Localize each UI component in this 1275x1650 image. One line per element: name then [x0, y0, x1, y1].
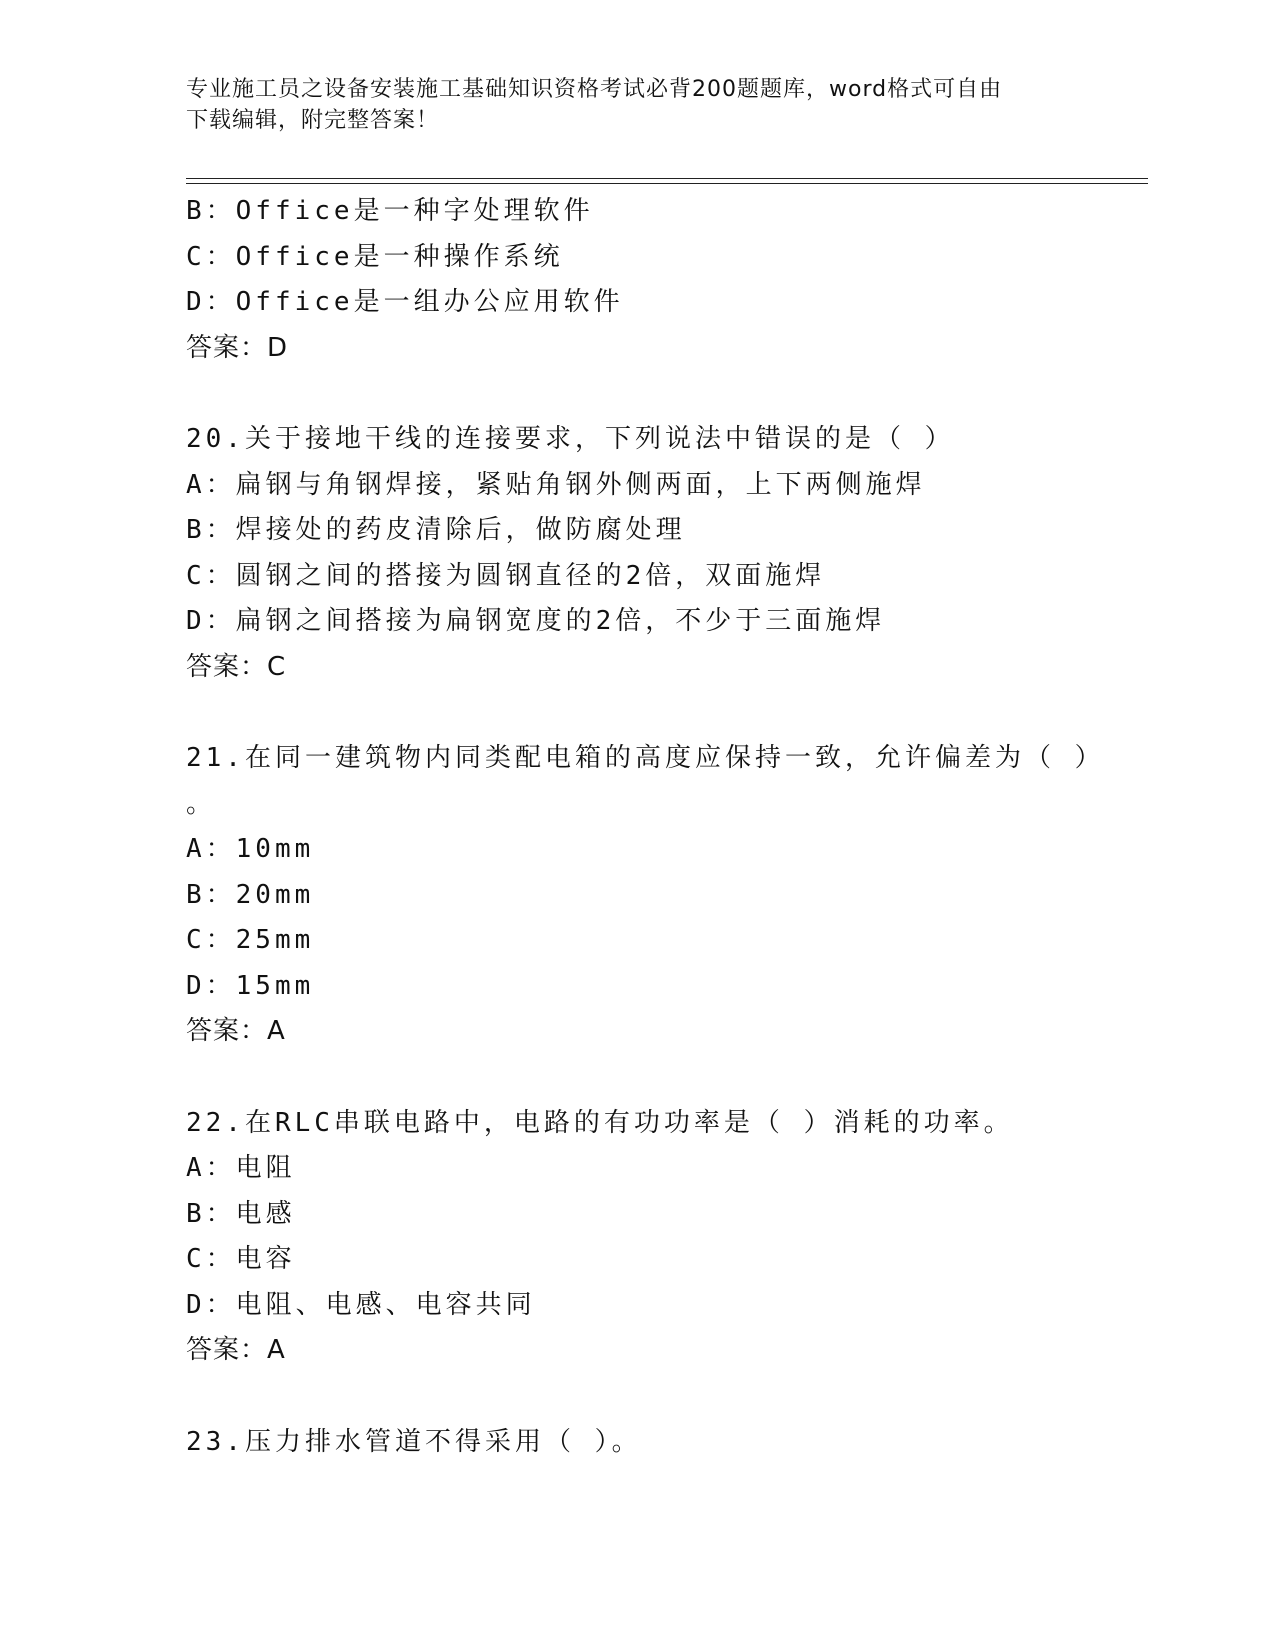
- question-block-23: [186, 1420, 1086, 1466]
- option-c: C：25mm: [186, 925, 315, 955]
- option-b: B：20mm: [186, 879, 315, 910]
- question-stem: 22.在RLC串联电路中，电路的有功功率是（ ）消耗的功率。: [186, 1107, 1014, 1138]
- option-b: B：焊接处的药皮清除后，做防腐处理: [186, 515, 686, 545]
- answer-label: 答案：D: [186, 332, 289, 363]
- question-block-21: [186, 736, 1105, 1055]
- answer-label: 答案：C: [186, 651, 287, 682]
- header-line-2: 下载编辑，附完整答案！: [186, 108, 440, 133]
- header-line-1: 专业施工员之设备安装施工基础知识资格考试必背200题题库，word格式可自由: [186, 77, 1003, 102]
- spacer: [186, 1055, 1086, 1101]
- question-stem: 21.在同一建筑物内同类配电箱的高度应保持一致，允许偏差为（ ）: [186, 743, 1105, 773]
- answer-label: 答案：A: [186, 1016, 286, 1046]
- option-c: C：圆钢之间的搭接为圆钢直径的2倍，双面施焊: [186, 560, 826, 591]
- option-a: A：扁钢与角钢焊接，紧贴角钢外侧两面，上下两侧施焊: [186, 469, 926, 500]
- answer-label: 答案：A: [186, 1335, 286, 1365]
- document-header: [186, 74, 1086, 136]
- question-block-prev: [186, 189, 1086, 371]
- option-c: C：电容: [186, 1244, 296, 1274]
- question-block-22: [186, 1101, 1086, 1374]
- option-c: C：Office是一种操作系统: [186, 241, 564, 272]
- question-stem: 23.压力排水管道不得采用（ ）。: [186, 1426, 642, 1457]
- option-d: D：15mm: [186, 970, 315, 1001]
- spacer: [186, 690, 1086, 736]
- option-d: D：扁钢之间搭接为扁钢宽度的2倍，不少于三面施焊: [186, 606, 886, 636]
- spacer: [186, 371, 1086, 417]
- question-list: [186, 189, 1105, 1465]
- question-stem: 20.关于接地干线的连接要求，下列说法中错误的是（ ）: [186, 424, 955, 454]
- option-b: B：Office是一种字处理软件: [186, 196, 594, 226]
- option-d: D：电阻、电感、电容共同: [186, 1289, 536, 1320]
- option-a: A：10mm: [186, 834, 315, 864]
- option-d: D：Office是一组办公应用软件: [186, 287, 624, 317]
- header-divider-bottom: [186, 183, 1148, 184]
- option-a: A：电阻: [186, 1153, 296, 1183]
- question-stem-continuation: 。: [186, 788, 213, 819]
- spacer: [186, 1374, 1086, 1420]
- question-block-20: [186, 417, 1086, 690]
- header-divider-top: [186, 178, 1148, 179]
- option-b: B：电感: [186, 1198, 296, 1229]
